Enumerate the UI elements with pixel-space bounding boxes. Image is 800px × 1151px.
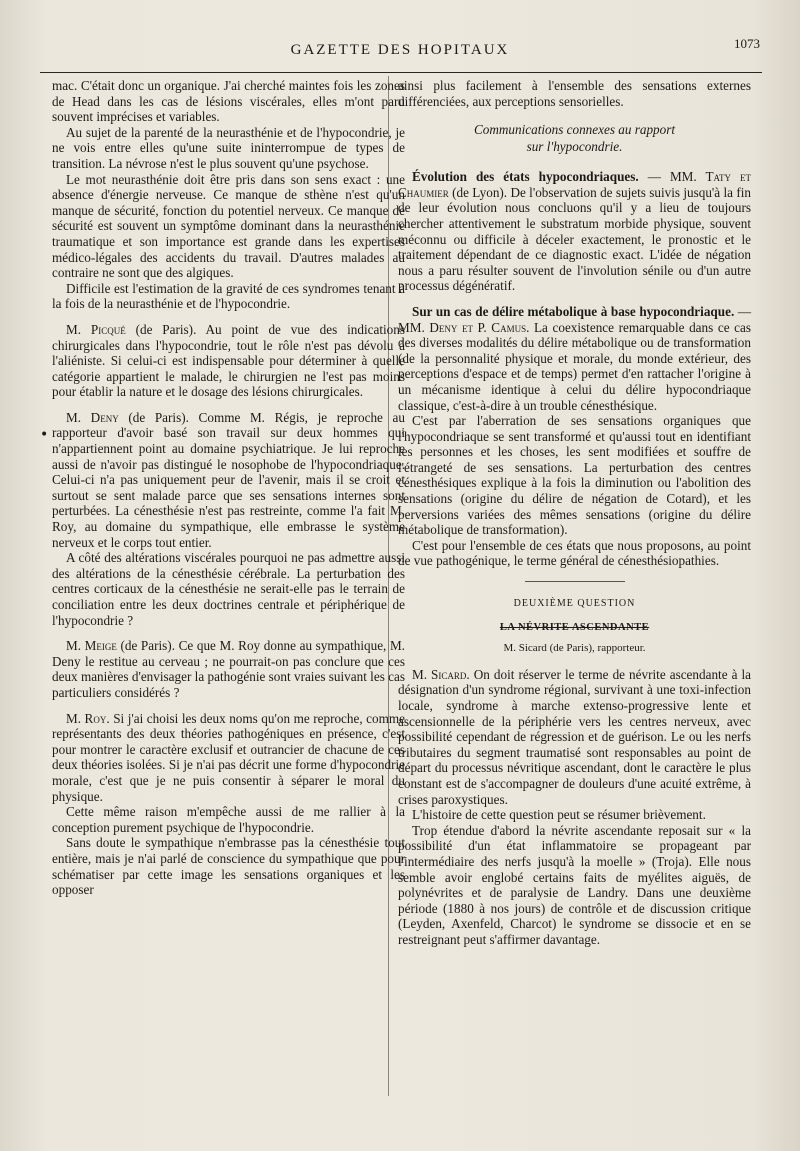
left-column <box>52 78 405 898</box>
speaker-name: M. Deny <box>66 409 119 425</box>
paragraph: C'est pour l'ensemble de ces états que nous proposons, au point de vue pathogénique, le terme général de cénesthésiopathies. <box>398 537 751 569</box>
dash-separator: — <box>638 169 670 185</box>
speaker-name: M. Roy. <box>66 710 110 726</box>
communication-authors: MM. Taty et Chaumier <box>398 169 752 200</box>
question-heading <box>398 596 751 657</box>
section-rule <box>525 581 625 582</box>
speaker-text: (de Paris). Ce que M. Roy donne au sympathique, M. Deny le restitue au cerveau ; ne pourrait-on pas conclure que ces deux manières d'envisager la pathogénie sont vraies suivant les cas particuliers considérés ? <box>52 638 405 700</box>
paragraph: mac. C'était donc un organique. J'ai cherché maintes fois les zones de Head dans les cas de lésions viscérales, elles m'ont paru souvent imprécises et variables. <box>52 78 405 125</box>
speaker-paragraph <box>52 322 405 400</box>
paragraph: Difficile est l'estimation de la gravité de ces syndromes tenant à la fois de la neurasthénie et de l'hypocondrie. <box>52 280 405 312</box>
communication-title: Sur un cas de délire métabolique à base hypocondriaque. <box>412 303 735 319</box>
question-title: DEUXIÈME QUESTION <box>513 598 636 610</box>
paragraph: Le mot neurasthénie doit être pris dans son sens exact : une absence d'énergie nerveuse. Ce manque de sthène n'est qu'un manque de sécurité, fonction du potentiel nerveux. Ce manque de sécurité est souvent un symptôme dominant dans la neurasthénie traumatique et son importance est grande dans les expertises médico-légales des accidents du travail. D'autres malades au contraire ne sont que des algiques. <box>52 171 405 281</box>
header-rule <box>40 72 762 73</box>
paragraph: Cette même raison m'empêche aussi de me rallier à la conception purement psychique de l'hypocondrie. <box>52 804 405 835</box>
dash-separator: — <box>734 303 752 319</box>
speaker-text: (de Paris). Au point de vue des indications chirurgicales dans l'hypocondrie, tout le rôle n'est pas dévolu à l'aliéniste. Si celui-ci est indispensable pour déterminer à quelle catégorie appartient le malade, le chirurgien ne l'est pas moins pour établir la nature et le dosage des lésions chirurgicales. <box>52 321 406 400</box>
speaker-text: (de Paris). Comme M. Régis, je reproche au rapporteur d'avoir basé son travail sur deux hommes qui n'appartiennent point au domaine psychiatrique. Je lui reproche aussi de n'avoir pas distingué le nosophobe de l'hypocondriaque. Celui-ci n'a pas uniquement peur de l'avenir, mais il se croit et surtout se sent malade parce que ses sensations internes sont perturbées. La cénesthésie n'est pas restreinte, comme l'a fait M. Roy, au domaine du sympathique, elle embrasse le système nerveux et le corps tout entier. <box>52 409 406 550</box>
paragraph: A côté des altérations viscérales pourquoi ne pas admettre aussi des altérations de la cénesthésie cérébrale. La perturbation des centres corticaux de la cénesthésie ne serait-elle pas le terrain de conciliation entre les deux doctrines centrale et périphérique de l'hypocondrie ? <box>52 550 405 628</box>
paragraph: Au sujet de la parenté de la neurasthénie et de l'hypocondrie, je ne vois entre elles qu'une suite ininterrompue de types de transition. La névrose n'est le plus souvent qu'une psychose. <box>52 124 405 171</box>
section-heading: Communications connexes au rapport sur l'hypocondrie. <box>473 122 676 155</box>
speaker-paragraph <box>52 711 405 805</box>
running-header <box>40 36 760 66</box>
page-number: 1073 <box>734 36 760 51</box>
question-subtitle: LA NÉVRITE ASCENDANTE <box>499 621 650 633</box>
speaker-name: M. Meige <box>66 638 117 654</box>
paragraph: Trop étendue d'abord la névrite ascendante reposait sur « la possibilité d'un état inflammatoire se propageant par l'intermédiaire des nerfs jusqu'à la moelle » (Troja). Elle nous semble avoir englobé certains faits de myélites aiguës, de polynévrites et de paralysie de Landry. Dans une deuxième période (1880 à nos jours) de contrôle et de discussion critique (Leyden, Axenfeld, Charcot) le syndrome se dissocie et en se restreignant peut s'affirmer davantage. <box>398 822 751 947</box>
speaker-name: M. Sicard. <box>412 666 470 682</box>
paragraph: C'est par l'aberration de ses sensations organiques que l'hypocondriaque se sent transformé et qu'aussi tout en identifiant les personnes et les choses, les sent modifiées et souffre de l'étrangeté de ses sensations. La perturbation des centres cénesthésiques explique à la fois la diminution ou l'abolition des sensations (origine du délire de négation de Cotard), et les perversions variées des mêmes sensations (origine du délire métabolique de transformation). <box>398 413 751 538</box>
question-body <box>398 667 751 948</box>
speaker-paragraph <box>52 638 405 700</box>
communication-authors: MM. Deny et P. Camus. <box>398 319 530 335</box>
communication-paragraph <box>398 304 751 413</box>
communications-body <box>398 169 751 569</box>
right-column <box>398 78 751 948</box>
continued-paragraph: ainsi plus facilement à l'ensemble des sensations externes différenciées, aux perceptions sensorielles. <box>398 78 751 109</box>
communication-text: La coexistence remarquable dans ce cas des diverses modalités du délire métabolique ou de transformation (de la personnalité physique et morale, du monde extérieur, des perceptions d'espace et de temps) permet d'en rattacher l'origine à un mécanisme identique à celui du délire hypocondriaque classique, c'est-à-dire à un trouble cénesthésique. <box>398 319 751 413</box>
rapporteur-line: M. Sicard (de Paris), rapporteur. <box>503 642 646 655</box>
communication-text: (de Lyon). De l'observation de sujets suivis jusqu'à la fin de leur évolution nous concluons qu'il y a lieu de toujours chercher attentivement le substratum morbide physique, souvent méconnu ou difficile à déceler exactement, le pronostic et le traitement dépendant de ce diagnostic exact. L'idée de négation nous a paru résulter souvent de l'involution sénile ou d'un autre processus dégénératif. <box>398 184 751 294</box>
speaker-paragraph <box>398 667 751 807</box>
speaker-name: M. Picqué <box>66 321 126 337</box>
communication-title: Évolution des états hypocondriaques. <box>412 169 639 185</box>
communication-paragraph <box>398 169 751 294</box>
speaker-paragraph <box>52 410 405 550</box>
journal-title: GAZETTE DES HOPITAUX <box>290 42 510 58</box>
paragraph: L'histoire de cette question peut se résumer brièvement. <box>412 807 706 823</box>
paragraph: Sans doute le sympathique n'embrasse pas la cénesthésie tout entière, mais je n'ai parlé de conscience du sympathique que pour schématiser par cette image les sensations organiques et les opposer <box>52 835 405 898</box>
margin-mark: • <box>40 427 49 443</box>
speaker-text: On doit réserver le terme de névrite ascendante à la désignation d'un syndrome régional, survivant à une toxi-infection locale, syndrome à marche extenso-progressive lente et ascensionnelle de la périphérie vers les centres nerveux, avec possibilité cependant de régression et de guérison. Le ou les nerfs tributaires du segment traumatisé sont responsables au point de départ du processus névritique ascendant, dont le caractère le plus constant est de s'accompagner de douleurs d'une acuité extrême, à crises paroxystiques. <box>398 666 752 807</box>
speaker-text: Si j'ai choisi les deux noms qu'on me reproche, comme représentants des deux théories pathogéniques en présence, c'est pour montrer le caractère exclusif et outrancier de chacune de ces deux théories isolées. Si je n'ai pas décrit une forme d'hypocondrie morale, c'est que je ne puis consentir à séparer le moral du physique. <box>52 710 405 804</box>
